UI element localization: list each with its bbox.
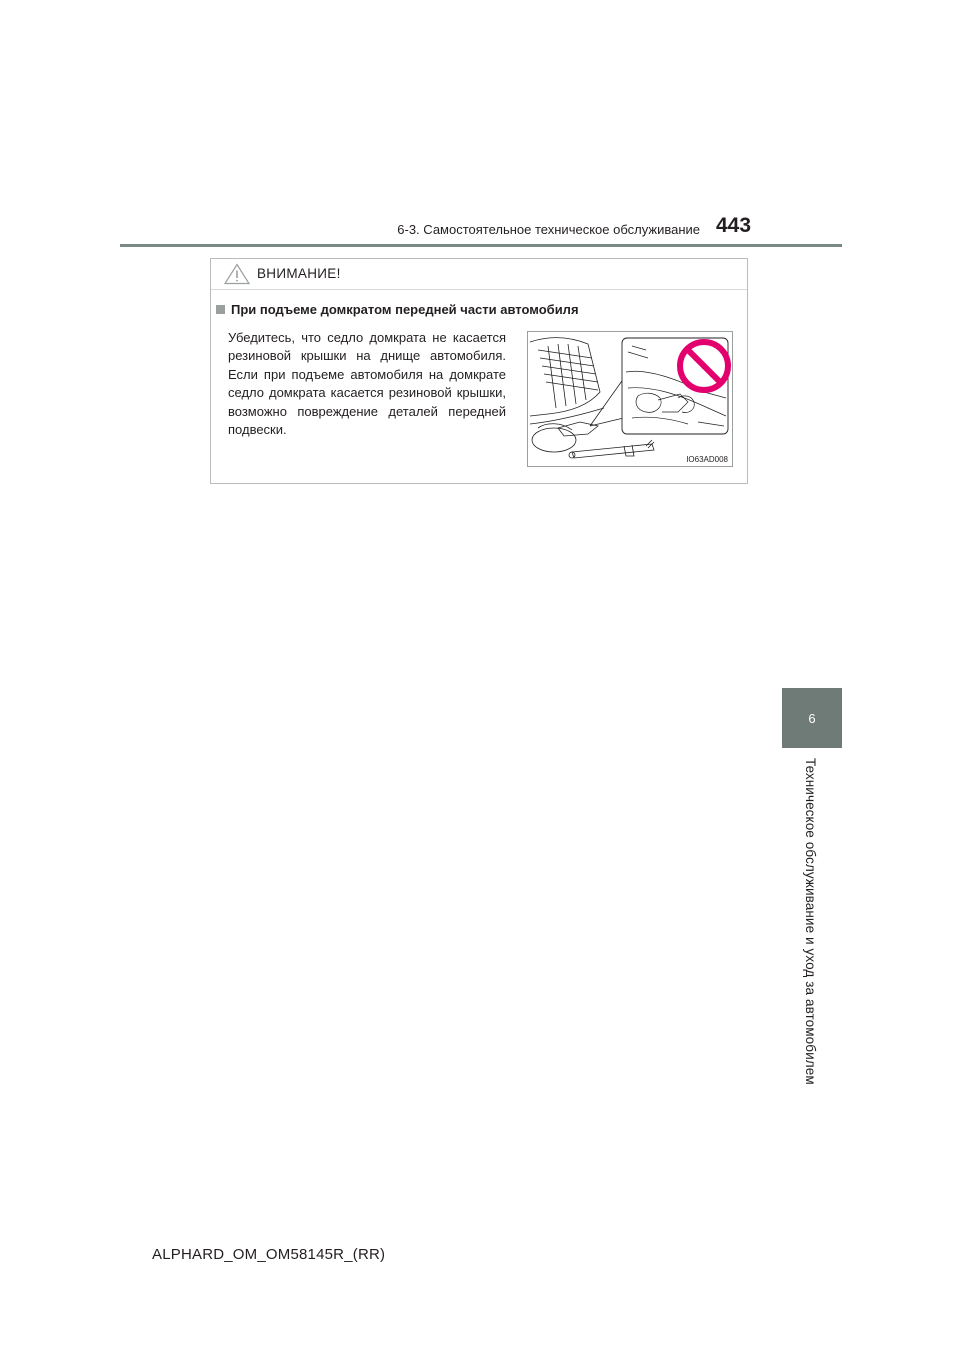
caution-section-title <box>216 302 579 317</box>
page-number: 443 <box>716 214 752 237</box>
warning-triangle-icon <box>224 263 250 285</box>
figure-code: IO63AD008 <box>686 455 728 464</box>
caution-label: ВНИМАНИЕ! <box>257 266 341 281</box>
chapter-tab[interactable] <box>782 688 842 748</box>
caution-box <box>210 258 748 484</box>
header-divider <box>120 244 842 247</box>
footer-document-code: ALPHARD_OM_OM58145R_(RR) <box>152 1246 386 1263</box>
header-section-title: 6-3. Самостоятельное техническое обслуживание <box>397 222 700 237</box>
bullet-square-icon <box>216 305 225 314</box>
chapter-title-vertical: Техническое обслуживание и уход за автомобилем <box>803 758 818 1085</box>
caution-section-title-text: При подъеме домкратом передней части автомобиля <box>231 302 579 317</box>
jack-illustration-drawing <box>528 332 732 466</box>
caution-header <box>211 259 747 290</box>
chapter-number: 6 <box>808 710 816 726</box>
jack-illustration <box>527 331 733 467</box>
caution-body-text: Убедитесь, что седло домкрата не касается резиновой крышки на днище автомобиля. Если при подъеме автомобиля на домкрате седло домкрата касается резиновой крышки, возможно повреждение деталей передней подвески. <box>228 330 506 438</box>
